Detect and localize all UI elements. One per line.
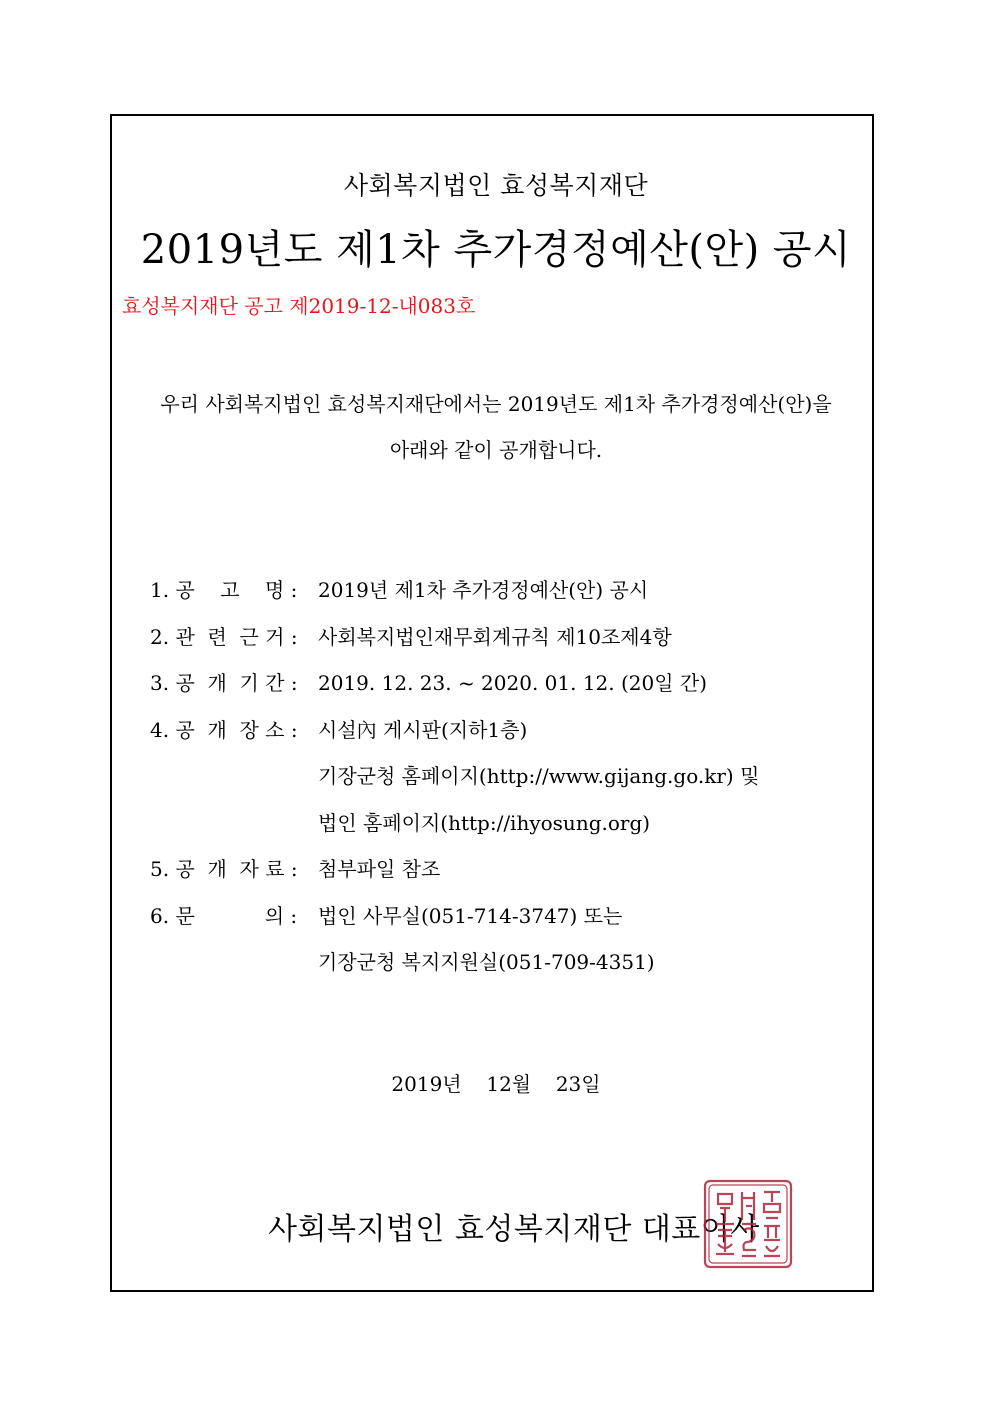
item-value: 사회복지법인재무회계규칙 제10조제4항 (318, 624, 672, 649)
item-value: 법인 홈페이지(http://ihyosung.org) (318, 810, 651, 835)
item-value: 법인 사무실(051-714-3747) 또는 (318, 903, 623, 928)
item-label: 5. 공 개 자 료 : (150, 857, 298, 881)
item-label: 6. 문 의 : (150, 903, 298, 928)
list-item (150, 667, 850, 714)
item-value: 2019. 12. 23. ~ 2020. 01. 12. (20일 간) (318, 671, 708, 695)
item-value: 첨부파일 참조 (318, 857, 441, 881)
list-item (150, 574, 850, 621)
official-seal-icon (702, 1178, 794, 1270)
item-label: 3. 공 개 기 간 : (150, 671, 298, 695)
list-item-continuation (150, 807, 850, 854)
notice-date: 2019년 12월 23일 (391, 1072, 601, 1096)
list-item-continuation (150, 946, 850, 993)
notice-number: 효성복지재단 공고 제2019-12-내083호 (122, 294, 476, 318)
notice-items-list (150, 574, 850, 993)
item-label: 1. 공 고 명 : (150, 578, 298, 602)
item-value: 기장군청 홈페이지(http://www.gijang.go.kr) 및 (318, 764, 760, 788)
item-label: 2. 관 련 근 거 : (150, 624, 298, 649)
intro-line-1: 우리 사회복지법인 효성복지재단에서는 2019년도 제1차 추가경정예산(안)을 (160, 392, 832, 416)
list-item-continuation (150, 760, 850, 807)
item-label: 4. 공 개 장 소 : (150, 717, 298, 742)
item-value: 2019년 제1차 추가경정예산(안) 공시 (318, 578, 649, 602)
list-item (150, 621, 850, 668)
list-item (150, 900, 850, 947)
page-title: 2019년도 제1차 추가경정예산(안) 공시 (140, 227, 852, 273)
list-item (150, 714, 850, 761)
intro-line-2: 아래와 같이 공개합니다. (389, 438, 603, 462)
signature-line: 사회복지법인 효성복지재단 대표이사 (268, 1212, 760, 1247)
item-value: 시설內 게시판(지하1층) (318, 717, 528, 742)
item-value: 기장군청 복지지원실(051-709-4351) (318, 950, 655, 974)
organization-name: 사회복지법인 효성복지재단 (343, 171, 649, 200)
list-item (150, 853, 850, 900)
